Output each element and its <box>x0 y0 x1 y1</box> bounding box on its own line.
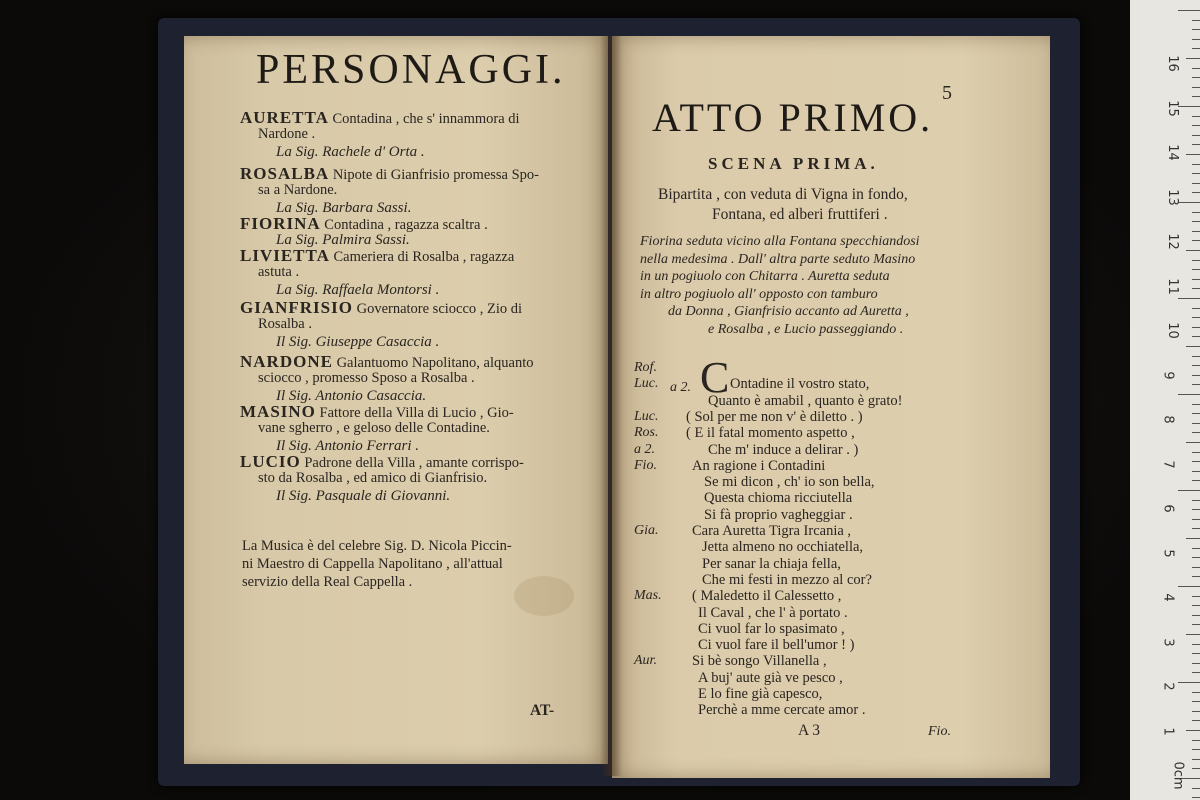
ruler-tick <box>1192 404 1200 405</box>
character-description: Galantuomo Napolitano, alquanto <box>332 355 534 371</box>
stage-direction-line: in altro pogiuolo all' opposto con tamburo <box>640 286 878 302</box>
stage-direction-line: da Donna , Gianfrisio accanto ad Auretta , <box>668 304 909 319</box>
ruler-tick <box>1192 375 1200 376</box>
ruler-tick <box>1192 759 1200 760</box>
ruler-tick <box>1192 624 1200 625</box>
actor-name: La Sig. Raffaela Montorsi . <box>276 282 440 298</box>
act-title: ATTO PRIMO. <box>652 95 934 140</box>
actor-name: Il Sig. Giuseppe Casaccia . <box>276 334 440 350</box>
ruler-label: 7 <box>1160 459 1176 469</box>
ruler-tick <box>1192 711 1200 712</box>
ruler-tick <box>1178 10 1200 11</box>
dialogue-line: Ci vuol far lo spasimato , <box>698 620 845 637</box>
speaker-label: Luc. <box>634 408 659 424</box>
ruler-tick <box>1192 749 1200 750</box>
page-number: 5 <box>942 82 952 104</box>
character-entry <box>240 298 522 318</box>
catchword: AT- <box>530 702 555 719</box>
ruler-label: 16 <box>1164 55 1180 72</box>
actor-name: Il Sig. Antonio Ferrari . <box>276 438 420 454</box>
ruler-tick <box>1192 221 1200 222</box>
stage-direction-line: Fiorina seduta vicino alla Fontana specchiandosi <box>640 234 920 249</box>
stage-direction-line: nella medesima . Dall' altra parte seduto Masino <box>640 251 916 267</box>
page-title: PERSONAGGI. <box>256 47 566 93</box>
note-line: La Musica è del celebre Sig. D. Nicola Piccin- <box>242 538 512 554</box>
ruler-tick <box>1192 192 1200 193</box>
character-description: Cameriera di Rosalba , ragazza <box>329 249 515 265</box>
ruler-label: 11 <box>1164 277 1180 295</box>
ruler-tick <box>1186 442 1200 443</box>
ruler-label: 14 <box>1164 144 1180 161</box>
speaker-label: Ros. <box>634 425 659 441</box>
ruler-tick <box>1192 605 1200 606</box>
dialogue-line: Se mi dicon , ch' io son bella, <box>704 474 875 491</box>
character-description-cont: sto da Rosalba , ed amico di Gianfrisio. <box>258 470 488 486</box>
ruler-tick <box>1186 538 1200 539</box>
character-entry <box>240 246 514 266</box>
character-description-cont: Nardone . <box>258 126 316 142</box>
character-name: GIANFRISIO <box>240 298 353 317</box>
ruler-tick <box>1192 288 1200 289</box>
book-gutter <box>600 36 622 776</box>
speaker-label: Luc. <box>634 376 659 392</box>
ruler-tick <box>1178 682 1200 683</box>
dialogue-line: Per sanar la chiaja fella, <box>702 555 841 572</box>
ruler-tick <box>1192 269 1200 270</box>
ruler-tick <box>1192 68 1200 69</box>
ruler-tick <box>1192 336 1200 337</box>
ruler-tick <box>1186 154 1200 155</box>
scene-title: SCENA PRIMA. <box>708 154 879 173</box>
ruler-tick <box>1192 384 1200 385</box>
dialogue-line: An ragione i Contadini <box>692 457 826 474</box>
ruler-label: 15 <box>1164 99 1180 117</box>
left-page <box>184 36 608 764</box>
dialogue-line: Si fà proprio vagheggiar . <box>704 506 853 523</box>
ruler-tick <box>1192 144 1200 145</box>
setting-line: Bipartita , con veduta di Vigna in fondo, <box>658 186 908 203</box>
character-name: NARDONE <box>240 352 333 371</box>
dialogue-line: Il Caval , che l' à portato . <box>698 604 848 621</box>
ruler-tick <box>1192 365 1200 366</box>
ruler-tick <box>1192 788 1200 789</box>
ruler-tick <box>1192 692 1200 693</box>
ruler-tick <box>1178 490 1200 491</box>
ruler-tick <box>1192 653 1200 654</box>
ruler-tick <box>1192 596 1200 597</box>
ruler-tick <box>1192 29 1200 30</box>
dialogue-line: Perchè a mme cercate amor . <box>698 702 866 719</box>
character-name: AURETTA <box>240 108 329 127</box>
ruler-tick <box>1192 356 1200 357</box>
character-entry <box>240 402 514 422</box>
ruler-label: 3 <box>1160 637 1176 647</box>
character-description: Governatore sciocco , Zio di <box>352 301 523 317</box>
speaker-label: Mas. <box>634 588 662 604</box>
ruler-tick <box>1192 125 1200 126</box>
ruler-tick <box>1192 279 1200 280</box>
actor-name: La Sig. Barbara Sassi. <box>276 200 412 216</box>
ruler-tick <box>1178 106 1200 107</box>
dialogue-line: E lo fine già capesco, <box>698 686 823 702</box>
speaker-label: a 2. <box>634 441 655 457</box>
ruler-tick <box>1192 164 1200 165</box>
character-entry <box>240 108 520 128</box>
ruler-tick <box>1192 644 1200 645</box>
ruler-label: 5 <box>1160 548 1176 558</box>
ruler-label: 8 <box>1160 415 1176 424</box>
ruler-tick <box>1192 740 1200 741</box>
dialogue-line: Ontadine il vostro stato, <box>730 376 870 393</box>
duet-marker: a 2. <box>670 380 691 396</box>
dialogue-line: ( Maledetto il Calessetto , <box>692 588 842 605</box>
character-entry <box>240 352 534 372</box>
actor-name: Il Sig. Antonio Casaccia. <box>276 388 427 404</box>
ruler-tick <box>1192 20 1200 21</box>
speaker-label: Rof. <box>634 360 657 375</box>
character-description-cont: astuta . <box>258 264 300 280</box>
setting-line: Fontana, ed alberi fruttiferi . <box>712 206 888 223</box>
speaker-label: Aur. <box>634 653 657 669</box>
ruler-tick <box>1192 212 1200 213</box>
character-description: Padrone della Villa , amante corrispo- <box>300 455 524 471</box>
ruler-tick <box>1192 797 1200 798</box>
ruler-tick <box>1192 672 1200 673</box>
ruler-tick <box>1192 480 1200 481</box>
ruler-tick <box>1192 557 1200 558</box>
character-description-cont: sciocco , promesso Sposo a Rosalba . <box>258 370 475 386</box>
ruler-tick <box>1178 586 1200 587</box>
ruler-label: 13 <box>1164 188 1180 206</box>
ruler-tick <box>1186 58 1200 59</box>
ruler-tick <box>1192 327 1200 328</box>
ruler-tick <box>1192 701 1200 702</box>
catchword: Fio. <box>928 724 951 739</box>
ruler-label: 9 <box>1160 370 1176 380</box>
ruler-tick <box>1186 346 1200 347</box>
note-line: ni Maestro di Cappella Napolitano , all'attual <box>242 556 503 572</box>
ruler-tick <box>1192 48 1200 49</box>
character-description-cont: Rosalba . <box>258 316 312 332</box>
ruler-tick <box>1192 260 1200 261</box>
ruler-tick <box>1192 231 1200 232</box>
ruler-tick <box>1192 240 1200 241</box>
character-description-cont: sa a Nardone. <box>258 182 338 198</box>
ruler-label: 2 <box>1160 682 1176 691</box>
ruler-tick <box>1186 250 1200 251</box>
ruler-tick <box>1192 519 1200 520</box>
character-name: LUCIO <box>240 452 301 471</box>
ruler-tick <box>1192 509 1200 510</box>
dialogue-line: Questa chioma ricciutella <box>704 490 853 507</box>
dialogue-line: Si bè songo Villanella , <box>692 653 827 670</box>
stage-direction-line: e Rosalba , e Lucio passeggiando . <box>708 321 904 337</box>
character-description: Contadina , ragazza scaltra . <box>320 217 488 233</box>
ruler-tick <box>1192 423 1200 424</box>
measuring-ruler <box>1130 0 1200 800</box>
stage-direction-line: in un pogiuolo con Chitarra . Auretta seduta <box>640 269 890 284</box>
ruler-tick <box>1192 87 1200 88</box>
ruler-tick <box>1192 173 1200 174</box>
ruler-tick <box>1192 567 1200 568</box>
ruler-tick <box>1192 39 1200 40</box>
ruler-tick <box>1192 471 1200 472</box>
ruler-tick <box>1186 634 1200 635</box>
character-description: Contadina , che s' innammora di <box>328 111 520 127</box>
right-page <box>612 36 1050 778</box>
dialogue-line: ( Sol per me non v' è diletto . ) <box>686 408 863 425</box>
dialogue-line: Che mi festi in mezzo al cor? <box>702 571 872 588</box>
actor-name: La Sig. Palmira Sassi. <box>276 232 410 248</box>
ruler-label: 6 <box>1160 504 1176 513</box>
signature-mark: A 3 <box>798 722 820 739</box>
speaker-label: Fio. <box>634 457 657 473</box>
ruler-tick <box>1186 730 1200 731</box>
ruler-tick <box>1192 663 1200 664</box>
dialogue-line: Quanto è amabil , quanto è grato! <box>708 392 903 409</box>
ruler-tick <box>1192 576 1200 577</box>
ruler-tick <box>1192 720 1200 721</box>
ruler-tick <box>1192 308 1200 309</box>
ruler-tick <box>1192 461 1200 462</box>
ruler-label: 1 <box>1160 726 1176 736</box>
ruler-tick <box>1192 768 1200 769</box>
paper-stain <box>514 576 574 616</box>
ruler-tick <box>1192 317 1200 318</box>
character-description: Fattore della Villa di Lucio , Gio- <box>315 405 514 421</box>
dialogue-line: Che m' induce a delirar . ) <box>708 441 859 458</box>
ruler-tick <box>1192 500 1200 501</box>
character-entry <box>240 452 524 472</box>
character-description-cont: vane sgherro , e geloso delle Contadine. <box>258 420 490 436</box>
ruler-tick <box>1192 548 1200 549</box>
character-entry <box>240 164 539 184</box>
ruler-tick <box>1178 394 1200 395</box>
dialogue-line: Jetta almeno no occhiatella, <box>702 539 864 556</box>
character-entry <box>240 214 488 234</box>
ruler-tick <box>1192 116 1200 117</box>
character-name: ROSALBA <box>240 164 330 183</box>
drop-cap: C <box>700 353 730 402</box>
ruler-label: 10 <box>1164 322 1180 339</box>
dialogue-line: Cara Auretta Tigra Ircania , <box>692 523 852 539</box>
ruler-tick <box>1192 432 1200 433</box>
dialogue-line: A buj' aute già ve pesco , <box>698 669 843 686</box>
ruler-tick <box>1192 413 1200 414</box>
ruler-tick <box>1192 615 1200 616</box>
ruler-tick <box>1192 77 1200 78</box>
speaker-label: Gia. <box>634 523 659 538</box>
character-name: FIORINA <box>240 214 321 233</box>
character-name: MASINO <box>240 402 316 421</box>
ruler-tick <box>1178 298 1200 299</box>
ruler-tick <box>1192 96 1200 97</box>
character-description: Nipote di Gianfrisio promessa Spo- <box>329 167 540 183</box>
ruler-label: 12 <box>1164 233 1180 250</box>
character-name: LIVIETTA <box>240 246 330 265</box>
dialogue-line: ( E il fatal momento aspetto , <box>686 425 855 442</box>
note-line: servizio della Real Cappella . <box>242 574 413 590</box>
dialogue-line: Ci vuol fare il bell'umor ! ) <box>698 637 855 654</box>
ruler-tick <box>1178 202 1200 203</box>
ruler-label: 0cm <box>1170 761 1186 790</box>
ruler-tick <box>1192 452 1200 453</box>
actor-name: La Sig. Rachele d' Orta . <box>276 144 425 160</box>
ruler-tick <box>1192 528 1200 529</box>
ruler-label: 4 <box>1160 593 1176 602</box>
ruler-tick <box>1192 135 1200 136</box>
actor-name: Il Sig. Pasquale di Giovanni. <box>276 488 451 504</box>
ruler-tick <box>1192 183 1200 184</box>
